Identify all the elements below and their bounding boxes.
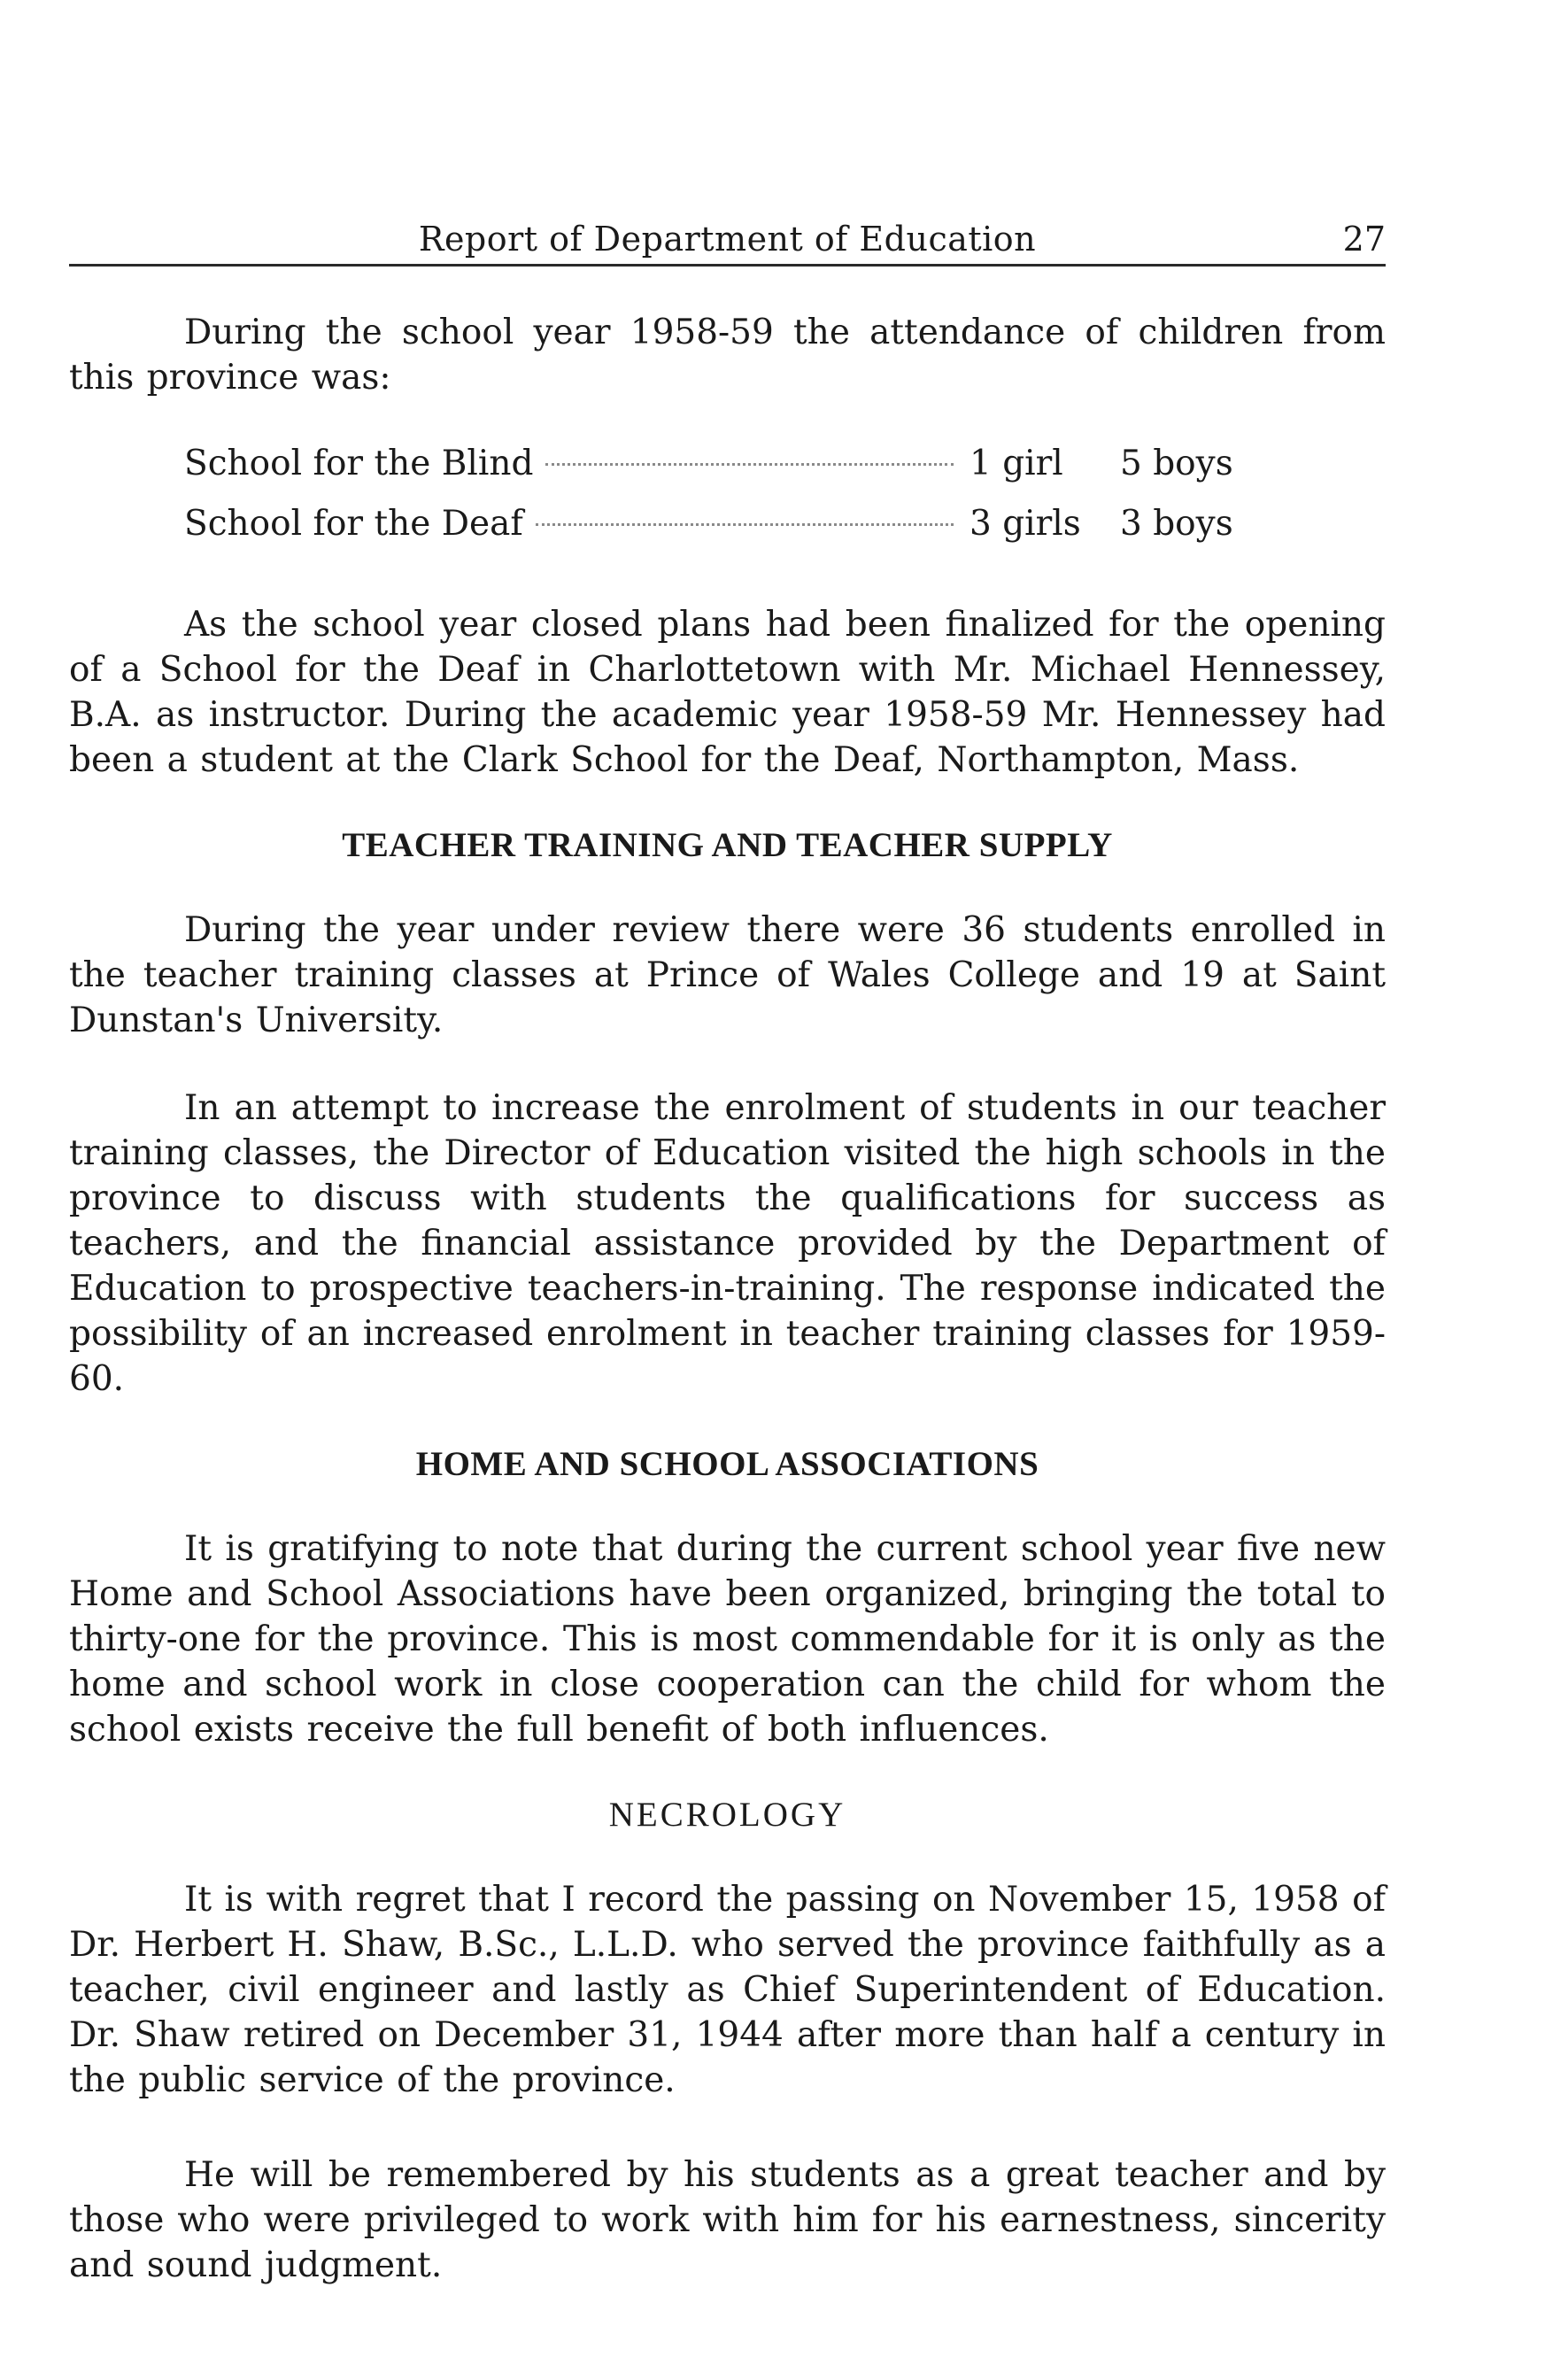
section-heading-necrology: NECROLOGY [608, 1796, 846, 1834]
page-number: 27 [1342, 220, 1386, 259]
paragraph: In an attempt to increase the enrolment of students in our teacher training classes, the Director of Education visited the high schools in the province to discuss with students the qualifications for success as teachers, and the financial assistance provided by the Department of Education to prospective teachers-in-training. The response indicated the possibility of an increased enrolment in teacher training classes for 1959-60. [69, 1088, 1386, 1399]
paragraph: During the year under review there were 36 students enrolled in the teacher training classes at Prince of Wales College and 19 at Saint Dunstan's University. [69, 910, 1386, 1040]
attendance-girls: 3 girls [969, 504, 1081, 544]
dot-leader [545, 463, 954, 466]
running-header [69, 211, 1386, 267]
attendance-school: School for the Deaf [184, 504, 523, 544]
section-heading-teacher-training: TEACHER TRAINING AND TEACHER SUPPLY [342, 826, 1113, 864]
attendance-row-blind [184, 434, 1386, 494]
document-body [69, 310, 1386, 2288]
section-heading-home-and-school: HOME AND SCHOOL ASSOCIATIONS [415, 1445, 1039, 1483]
paragraph: It is with regret that I record the passing on November 15, 1958 of Dr. Herbert H. Shaw, B.Sc., L.L.D. who served the province faithfully as a teacher, civil engineer and lastly as Chief Superintendent of Education. Dr. Shaw retired on December 31, 1944 after more than half a century in the public service of the province. [69, 1880, 1386, 2100]
attendance-table [184, 434, 1386, 554]
attendance-row-deaf [184, 494, 1386, 554]
header-title: Report of Department of Education [418, 220, 1037, 259]
attendance-school: School for the Blind [184, 444, 534, 483]
attendance-boys: 3 boys [1120, 504, 1233, 544]
attendance-intro: During the school year 1958-59 the attendance of children from this province was: [69, 313, 1386, 398]
dot-leader [536, 523, 954, 526]
deaf-school-paragraph: As the school year closed plans had been finalized for the opening of a School for the Deaf in Charlottetown with Mr. Michael Hennessey, B.A. as instructor. During the academic year 1958-59 Mr. Hennessey had been a student at the Clark School for the Deaf, Northampton, Mass. [69, 605, 1386, 780]
paragraph: It is gratifying to note that during the current school year five new Home and School Associations have been organized, bringing the total to thirty-one for the province. This is most commendable for it is only as the home and school work in close cooperation can the child for whom the school exists receive the full benefit of both influences. [69, 1529, 1386, 1750]
attendance-boys: 5 boys [1120, 444, 1233, 483]
attendance-girls: 1 girl [969, 444, 1063, 483]
paragraph: He will be remembered by his students as a great teacher and by those who were privileged to work with him for his earnestness, sincerity and sound judgment. [69, 2155, 1386, 2285]
